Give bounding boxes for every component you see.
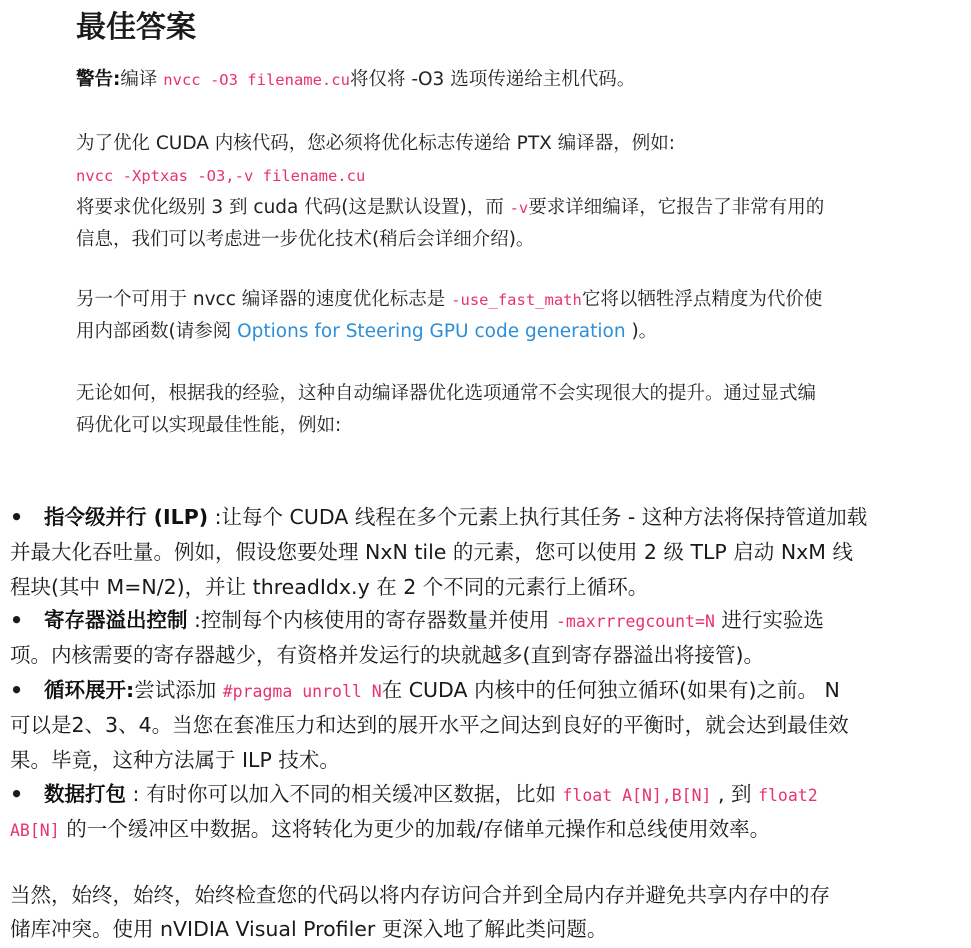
para1-line3-code: -v: [509, 199, 529, 217]
final-line1: 当然，始终，始终，始终检查您的代码以将内存访问合并到全局内存并避免共享内存中的存: [10, 883, 830, 907]
pack-title: 数据打包: [44, 782, 126, 806]
pack-code1: float A[N],B[N]: [562, 786, 712, 805]
pack-text1-mid: , 到: [711, 782, 759, 806]
warning-pre: 编译: [120, 69, 164, 90]
reg-code: -maxrrregcount=N: [555, 612, 715, 631]
unroll-code: #pragma unroll N: [222, 682, 382, 701]
reg-text1-post: 进行实验选: [714, 608, 824, 632]
para2-line2-pre: 用内部函数(请参阅: [76, 321, 238, 342]
unroll-text1-post: 在 CUDA 内核中的任何独立循环(如果有)之前。 N: [381, 678, 840, 702]
warning-post: 将仅将 -O3 选项传递给主机代码。: [349, 69, 636, 90]
para2-line1-code: -use_fast_math: [451, 291, 582, 309]
para1-line3: [76, 192, 824, 224]
pack-text1-pre: : 有时你可以加入不同的相关缓冲区数据，比如: [126, 782, 563, 806]
bullet-ilp-line3: 程块(其中 M=N/2)，并让 threadIdx.y 在 2 个不同的元素行上循环。: [10, 575, 649, 599]
page-title: 最佳答案: [76, 10, 196, 45]
para2-line2: [76, 316, 657, 348]
para1-line1: 为了优化 CUDA 内核代码，您必须将优化标志传递给 PTX 编译器，例如:: [76, 133, 675, 154]
bullet-dot: •: [10, 782, 24, 806]
pack-code3: AB[N]: [10, 821, 60, 840]
para1-line3-post: 要求详细编译，它报告了非常有用的: [528, 197, 825, 218]
bullet-dot: •: [10, 505, 24, 529]
bullet-ilp-line1: [10, 500, 867, 535]
reg-title: 寄存器溢出控制: [44, 608, 188, 632]
warning-label: 警告:: [76, 69, 121, 90]
ilp-title: 指令级并行 (ILP): [44, 505, 209, 529]
reg-text1-pre: :控制每个内核使用的寄存器数量并使用: [187, 608, 556, 632]
bullet-pack-line1: [10, 777, 818, 813]
para2-line1-pre: 另一个可用于 nvcc 编译器的速度优化标志是: [76, 289, 452, 310]
pack-code2: float2: [758, 786, 818, 805]
bullet-unroll-line2: 可以是2、3、4。当您在套准压力和达到的展开水平之间达到良好的平衡时，就会达到最佳效: [10, 713, 849, 737]
bullet-ilp-line2: 并最大化吞吐量。例如，假设您要处理 NxN tile 的元素，您可以使用 2 级 TLP 启动 NxM 线: [10, 540, 853, 564]
para3-line1: 无论如何，根据我的经验，这种自动编译器优化选项通常不会实现很大的提升。通过显式编: [76, 383, 817, 404]
bullet-dot: •: [10, 608, 24, 632]
unroll-title: 循环展开:: [44, 678, 135, 702]
bullet-unroll-line3: 果。毕竟，这种方法属于 ILP 技术。: [10, 748, 340, 772]
final-line2: 储库冲突。使用 nVIDIA Visual Profiler 更深入地了解此类问题。: [10, 917, 608, 941]
unroll-text1-pre: 尝试添加: [134, 678, 223, 702]
bullet-reg-line2: 项。内核需要的寄存器越少，有资格并发运行的块就越多(直到寄存器溢出将接管)。: [10, 643, 764, 667]
para1-line4: 信息，我们可以考虑进一步优化技术(稍后会详细介绍)。: [76, 229, 535, 250]
para3-line2: 码优化可以实现最佳性能，例如:: [76, 415, 342, 436]
para2-line1: [76, 284, 822, 316]
bullet-dot: •: [10, 678, 24, 702]
para1-code-text: nvcc -Xptxas -O3,-v filename.cu: [76, 167, 366, 185]
para1-code: [76, 160, 365, 192]
bullet-unroll-line1: [10, 673, 840, 709]
para2-line2-post: )。: [625, 321, 658, 342]
bullet-reg-line1: [10, 603, 824, 639]
para2-line1-post: 它将以牺牲浮点精度为代价使: [581, 289, 823, 310]
warning-code: nvcc -O3 filename.cu: [163, 71, 350, 89]
warning-line: [76, 64, 635, 96]
para1-line3-pre: 将要求优化级别 3 到 cuda 代码(这是默认设置)，而: [76, 197, 510, 218]
pack-text2: 的一个缓冲区中数据。这将转化为更少的加载/存储单元操作和总线使用效率。: [59, 817, 771, 841]
bullet-pack-line2: [10, 812, 770, 848]
ilp-text1: :让每个 CUDA 线程在多个元素上执行其任务 - 这种方法将保持管道加载: [208, 505, 868, 529]
steering-gpu-link[interactable]: Options for Steering GPU code generation: [237, 321, 626, 342]
